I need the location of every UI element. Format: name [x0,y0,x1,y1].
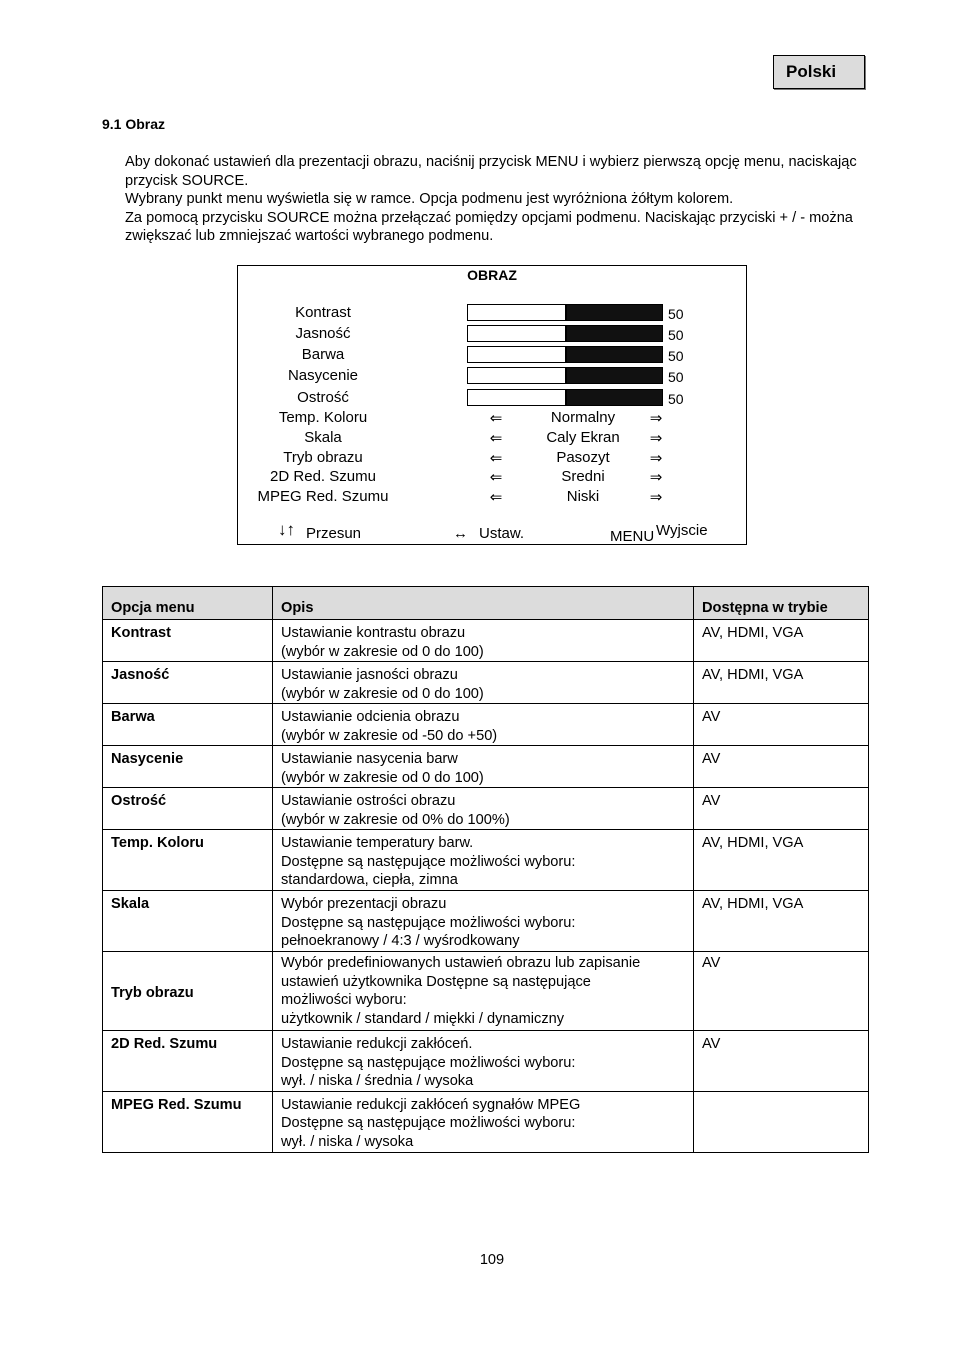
option-modes-cell: AV [694,704,869,746]
osd-item-label: Ostrość [297,389,349,406]
osd-menu-key: MENU [610,528,655,545]
osd-menu-illustration [237,265,747,545]
osd-item-label: Temp. Koloru [278,409,368,426]
osd-item-label: Barwa [301,346,345,363]
osd-level-value: 50 [668,369,684,385]
option-modes-cell: AV [694,1031,869,1092]
description-line: Ustawianie redukcji zakłóceń sygnałów MPEG [281,1096,581,1113]
description-line: (wybór w zakresie od -50 do +50) [281,727,498,744]
option-description-cell [273,746,694,788]
arrow-right-icon: ⇒ [649,450,663,467]
option-name-cell: Jasność [103,662,273,704]
table-row [103,788,869,830]
column-header: Opis [273,587,694,620]
table-header-row [103,587,869,620]
arrow-right-icon: ⇒ [649,489,663,506]
osd-option-value: Caly Ekran [546,429,620,446]
description-line: możliwości wyboru: [281,992,407,1008]
option-name-cell: Temp. Koloru [103,830,273,891]
description-line: (wybór w zakresie od 0 do 100) [281,685,484,702]
menu-options-table [102,586,869,1153]
option-modes-cell: AV [694,952,869,1031]
osd-adjust-label: Ustaw. [479,525,525,542]
osd-exit-label: Wyjscie [656,522,708,539]
osd-level-bar [467,367,663,384]
osd-title: OBRAZ [467,267,517,283]
table-row [103,952,869,1031]
osd-option-value: Sredni [561,468,605,485]
option-modes-cell: AV [694,788,869,830]
intro-paragraph: Za pomocą przycisku SOURCE można przełączać pomiędzy opcjami podmenu. Naciskając przyciski + / - można zwiększać lub zmniejszać wartości wybranego podmenu. [125,209,853,244]
option-description-cell [273,788,694,830]
description-line: Dostępne są następujące możliwości wyboru: [281,1115,576,1131]
move-arrows-icon: ↓↑ [278,520,295,539]
table-row [103,662,869,704]
osd-level-bar [467,389,663,406]
osd-level-fill [468,326,567,341]
osd-level-bar [467,304,663,321]
osd-item-label: MPEG Red. Szumu [257,488,389,505]
osd-level-value: 50 [668,327,684,343]
osd-level-bar [467,346,663,363]
osd-level-fill [468,368,567,383]
language-badge: Polski [773,55,865,89]
option-description-cell [273,620,694,662]
option-description-cell [273,704,694,746]
osd-item-label: Kontrast [295,304,351,321]
arrow-right-icon: ⇒ [649,469,663,486]
osd-item-label: Skala [304,429,342,446]
table-row [103,830,869,891]
description-line: Ustawianie odcienia obrazu [281,709,460,725]
osd-item-label: 2D Red. Szumu [270,468,376,485]
description-line: (wybór w zakresie od 0 do 100) [281,769,484,786]
osd-level-fill [468,347,567,362]
osd-item-label: Tryb obrazu [283,449,363,466]
description-line: Dostępne są następujące możliwości wyboru: [281,853,576,870]
table-row [103,1091,869,1152]
description-line: Wybór prezentacji obrazu [281,896,447,912]
column-header: Opcja menu [103,587,273,620]
option-description-cell [273,830,694,891]
table-row [103,746,869,788]
option-name-cell: Kontrast [103,620,273,662]
intro-text [125,153,885,246]
option-modes-cell: AV [694,746,869,788]
option-name-cell: 2D Red. Szumu [103,1031,273,1092]
option-description-cell [273,662,694,704]
description-line: Ustawianie jasności obrazu [281,667,458,683]
arrow-right-icon: ⇒ [649,430,663,447]
table-row [103,891,869,952]
option-modes-cell: AV, HDMI, VGA [694,891,869,952]
osd-item-label: Jasność [295,325,351,342]
arrow-left-icon: ⇐ [489,410,503,427]
description-line: standardowa, ciepła, zimna [281,872,458,888]
osd-option-value: Normalny [550,409,616,426]
description-line: (wybór w zakresie od 0% do 100%) [281,811,510,828]
option-name-cell: Tryb obrazu [103,952,273,1031]
option-description-cell [273,891,694,952]
description-line: Ustawianie redukcji zakłóceń. [281,1036,473,1052]
arrow-left-icon: ⇐ [489,430,503,447]
description-line: Ustawianie nasycenia barw [281,751,458,767]
option-name-cell: Ostrość [103,788,273,830]
description-line: ustawień użytkownika Dostępne są następujące [281,973,591,990]
description-line: Dostępne są następujące możliwości wyboru: [281,1054,576,1071]
arrow-left-icon: ⇐ [489,450,503,467]
osd-level-value: 50 [668,391,684,407]
arrow-left-icon: ⇐ [489,469,503,486]
osd-option-value: Niski [566,488,600,505]
osd-level-fill [468,390,567,405]
option-description-cell [273,1031,694,1092]
page-number: 109 [479,1252,505,1268]
option-modes-cell [694,1091,869,1152]
osd-level-value: 50 [668,348,684,364]
section-title: 9.1 Obraz [102,116,166,132]
intro-paragraph: Aby dokonać ustawień dla prezentacji obrazu, naciśnij przycisk MENU i wybierz pierwszą opcję menu, naciskając przycisk SOURCE. [125,154,857,189]
description-line: użytkownik / standard / miękki / dynamiczny [281,1010,565,1027]
osd-level-bar [467,325,663,342]
arrow-right-icon: ⇒ [649,410,663,427]
description-line: pełnoekranowy / 4:3 / wyśrodkowany [281,933,520,949]
intro-paragraph: Wybrany punkt menu wyświetla się w ramce. Opcja podmenu jest wyróżniona żółtym kolorem. [125,191,734,207]
description-line: Ustawianie ostrości obrazu [281,793,456,809]
description-line: wył. / niska / wysoka [281,1133,414,1150]
description-line: Ustawianie temperatury barw. [281,835,474,851]
arrow-left-icon: ⇐ [489,489,503,506]
option-name-cell: Skala [103,891,273,952]
table-row [103,704,869,746]
osd-level-value: 50 [668,306,684,322]
adjust-arrows-icon: ↔ [453,525,468,542]
option-description-cell [273,952,694,1031]
description-line: (wybór w zakresie od 0 do 100) [281,643,484,660]
option-name-cell: MPEG Red. Szumu [103,1091,273,1152]
option-modes-cell: AV, HDMI, VGA [694,620,869,662]
option-modes-cell: AV, HDMI, VGA [694,830,869,891]
column-header: Dostępna w trybie [694,587,869,620]
description-line: wył. / niska / średnia / wysoka [281,1073,474,1089]
option-name-cell: Barwa [103,704,273,746]
osd-option-value: Pasozyt [556,449,610,466]
osd-item-label: Nasycenie [287,367,359,384]
description-line: Dostępne są następujące możliwości wyboru: [281,914,576,931]
option-description-cell [273,1091,694,1152]
description-line: Wybór predefiniowanych ustawień obrazu lub zapisanie [281,955,641,971]
option-modes-cell: AV, HDMI, VGA [694,662,869,704]
osd-level-fill [468,305,567,320]
osd-move-label: Przesun [306,525,362,542]
description-line: Ustawianie kontrastu obrazu [281,625,466,641]
option-name-cell: Nasycenie [103,746,273,788]
table-row [103,1031,869,1092]
table-row [103,620,869,662]
